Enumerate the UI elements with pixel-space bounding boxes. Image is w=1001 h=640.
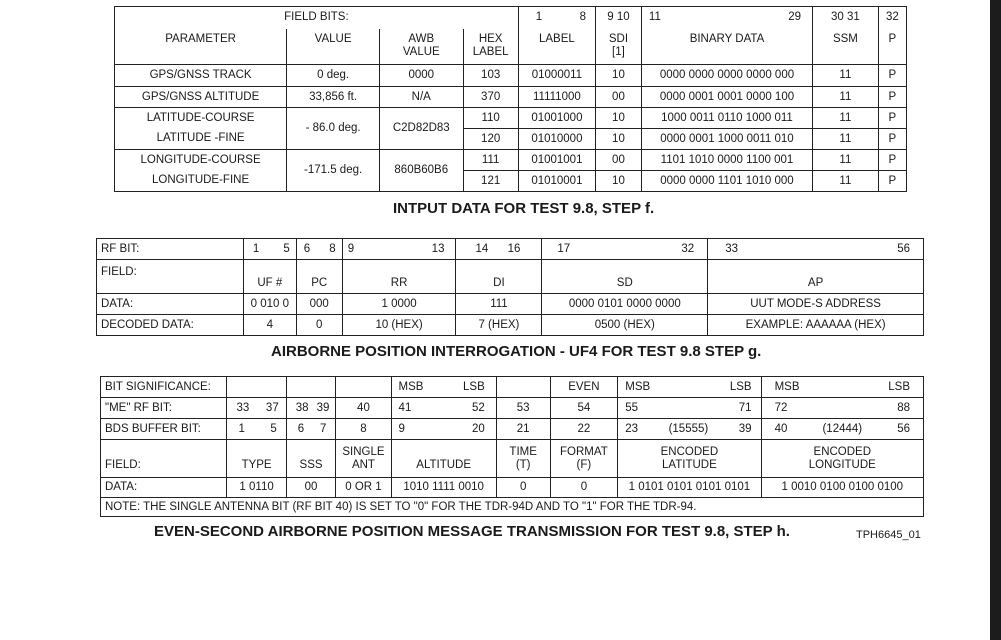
sss-data: 00 — [286, 478, 336, 498]
binary-bit-end: 29 — [788, 11, 802, 24]
longitude-lsb: LSB — [888, 380, 910, 393]
altitude-msb: MSB — [398, 380, 424, 393]
time-data: 0 — [496, 478, 550, 498]
time-field: TIME (T) — [496, 440, 550, 478]
label-bit-end: 8 — [579, 11, 586, 24]
rf-bit-label: RF BIT: — [97, 239, 244, 260]
latitude-rf-end: 71 — [738, 401, 752, 414]
di-field: DI — [456, 260, 542, 294]
di-bit-end: 16 — [507, 242, 521, 255]
label-cell: 11111000 — [518, 87, 595, 108]
sd-bit-end: 32 — [681, 242, 695, 255]
note-row — [101, 498, 924, 517]
uf4-interrogation-table — [96, 238, 924, 336]
sdi-cell: 00 — [596, 87, 642, 108]
decoded-row — [97, 315, 924, 336]
binary-cell: 1101 1010 0000 1100 001 — [641, 150, 812, 171]
right-edge-bar — [990, 0, 1001, 640]
label-cell: 01001001 — [518, 150, 595, 171]
pc-decoded: 0 — [296, 315, 342, 336]
field-label: FIELD: — [101, 440, 227, 478]
input-data-table — [114, 6, 907, 192]
value-cell: -171.5 deg. — [287, 150, 380, 192]
di-data: 111 — [456, 294, 542, 315]
parameter-cell: LONGITUDE-FINE — [115, 171, 287, 192]
label-bit-start: 1 — [535, 11, 543, 24]
ssm-cell: 11 — [813, 108, 879, 129]
field-label: FIELD: — [97, 260, 244, 294]
table-row — [115, 129, 907, 150]
longitude-msb: MSB — [774, 380, 800, 393]
sdi-cell: 10 — [596, 108, 642, 129]
ssm-cell: 11 — [813, 65, 879, 87]
latitude-bds-start: 23 — [625, 422, 639, 435]
me-rf-bit-row — [101, 398, 924, 419]
sdi-cell: 10 — [596, 65, 642, 87]
uf-bit-start: 1 — [252, 242, 260, 255]
table-row — [115, 108, 907, 129]
awb-cell: C2D82D83 — [380, 108, 463, 150]
latitude-bds-count: (15555) — [668, 422, 709, 435]
time-rf-bit: 53 — [496, 398, 550, 419]
p-cell: P — [878, 108, 906, 129]
longitude-bds-start: 40 — [774, 422, 788, 435]
hex-label-header: HEX LABEL — [463, 29, 518, 65]
p-header: P — [878, 29, 906, 65]
format-field: FORMAT (F) — [550, 440, 618, 478]
altitude-rf-end: 52 — [471, 401, 485, 414]
sd-data: 0000 0101 0000 0000 — [542, 294, 708, 315]
ap-field: AP — [708, 260, 924, 294]
uf-decoded: 4 — [243, 315, 296, 336]
table-row — [115, 65, 907, 87]
bit-significance-label: BIT SIGNIFICANCE: — [101, 377, 227, 398]
rf-bit-row — [97, 239, 924, 260]
parameter-cell: LATITUDE-COURSE — [115, 108, 287, 129]
longitude-rf-start: 72 — [774, 401, 788, 414]
awb-cell: 860B60B6 — [380, 150, 463, 192]
latitude-bds-end: 39 — [738, 422, 752, 435]
latitude-lsb: LSB — [729, 380, 752, 393]
parameter-cell: GPS/GNSS ALTITUDE — [115, 87, 287, 108]
binary-cell: 0000 0001 0001 0000 100 — [641, 87, 812, 108]
position-message-caption: EVEN-SECOND AIRBORNE POSITION MESSAGE TRANSMISSION FOR TEST 9.8, STEP h. — [154, 523, 790, 540]
ssm-bits: 30 31 — [813, 7, 879, 29]
position-message-table — [100, 376, 924, 517]
bds-buffer-bit-row — [101, 419, 924, 440]
type-data: 1 0110 — [227, 478, 286, 498]
hex-cell: 120 — [463, 129, 518, 150]
uf4-caption: AIRBORNE POSITION INTERROGATION - UF4 FOR TEST 9.8 STEP g. — [271, 343, 762, 360]
di-bit-start: 14 — [475, 242, 489, 255]
rr-decoded: 10 (HEX) — [342, 315, 456, 336]
uf-field: UF # — [243, 260, 296, 294]
pc-bit-start: 6 — [303, 242, 311, 255]
single-ant-field: SINGLE ANT — [336, 440, 391, 478]
field-bits-label: FIELD BITS: — [115, 7, 519, 29]
field-row — [101, 440, 924, 478]
single-antenna-note: NOTE: THE SINGLE ANTENNA BIT (RF BIT 40) IS SET TO "0" FOR THE TDR-94D AND TO "1" FOR THE TDR-94. — [101, 498, 924, 517]
p-cell: P — [878, 171, 906, 192]
altitude-bds-start: 9 — [398, 422, 405, 435]
binary-bit-start: 11 — [648, 11, 661, 24]
type-bds-end: 5 — [270, 422, 277, 435]
sss-field: SSS — [286, 440, 336, 478]
ap-bit-end: 56 — [897, 242, 910, 255]
awb-value-header: AWB VALUE — [380, 29, 463, 65]
sdi-cell: 10 — [596, 171, 642, 192]
ap-bit-start: 33 — [725, 242, 738, 255]
ap-decoded: EXAMPLE: AAAAAA (HEX) — [708, 315, 924, 336]
hex-cell: 111 — [463, 150, 518, 171]
label-cell: 01010001 — [518, 171, 595, 192]
rr-data: 1 0000 — [342, 294, 456, 315]
ant-rf-bit: 40 — [336, 398, 391, 419]
parameter-header: PARAMETER — [115, 29, 287, 65]
rr-bit-start: 9 — [347, 242, 355, 255]
altitude-bds-end: 20 — [471, 422, 485, 435]
format-even: EVEN — [550, 377, 618, 398]
encoded-longitude-data: 1 0010 0100 0100 0100 — [761, 478, 923, 498]
data-row — [101, 478, 924, 498]
sd-field: SD — [542, 260, 708, 294]
altitude-rf-start: 41 — [398, 401, 412, 414]
field-row — [97, 260, 924, 294]
label-cell: 01001000 — [518, 108, 595, 129]
bds-buffer-bit-label: BDS BUFFER BIT: — [101, 419, 227, 440]
altitude-data: 1010 1111 0010 — [391, 478, 496, 498]
p-cell: P — [878, 150, 906, 171]
sss-bds-end: 7 — [319, 422, 327, 435]
binary-cell: 0000 0000 0000 0000 000 — [641, 65, 812, 87]
type-rf-end: 37 — [265, 401, 279, 414]
input-data-caption: INTPUT DATA FOR TEST 9.8, STEP f. — [393, 200, 655, 217]
hex-cell: 103 — [463, 65, 518, 87]
format-data: 0 — [550, 478, 618, 498]
label-cell: 01000011 — [518, 65, 595, 87]
pc-bit-end: 8 — [329, 242, 336, 255]
type-bds-start: 1 — [238, 422, 245, 435]
parameter-cell: GPS/GNSS TRACK — [115, 65, 287, 87]
label-header: LABEL — [518, 29, 595, 65]
sd-decoded: 0500 (HEX) — [542, 315, 708, 336]
pc-field: PC — [296, 260, 342, 294]
altitude-lsb: LSB — [463, 380, 485, 393]
rr-field: RR — [342, 260, 456, 294]
table-row — [115, 150, 907, 171]
hex-cell: 121 — [463, 171, 518, 192]
field-bits-row — [115, 7, 907, 29]
table-row — [115, 171, 907, 192]
longitude-bds-end: 56 — [897, 422, 910, 435]
label-cell: 01010000 — [518, 129, 595, 150]
di-decoded: 7 (HEX) — [456, 315, 542, 336]
rr-bit-end: 13 — [431, 242, 445, 255]
parameter-cell: LONGITUDE-COURSE — [115, 150, 287, 171]
binary-data-header: BINARY DATA — [641, 29, 812, 65]
latitude-msb: MSB — [625, 380, 651, 393]
altitude-field: ALTITUDE — [391, 440, 496, 478]
encoded-longitude-field: ENCODED LONGITUDE — [761, 440, 923, 478]
time-bds-bit: 21 — [496, 419, 550, 440]
sss-rf-end: 39 — [316, 401, 330, 414]
ssm-cell: 11 — [813, 171, 879, 192]
p-cell: P — [878, 129, 906, 150]
uf-data: 0 010 0 — [243, 294, 296, 315]
value-header: VALUE — [287, 29, 380, 65]
parameter-cell: LATITUDE -FINE — [115, 129, 287, 150]
uf-bit-end: 5 — [283, 242, 290, 255]
data-label: DATA: — [97, 294, 244, 315]
ap-data: UUT MODE-S ADDRESS — [708, 294, 924, 315]
value-cell: 33,856 ft. — [287, 87, 380, 108]
longitude-bds-count: (12444) — [822, 422, 863, 435]
column-header-row — [115, 29, 907, 65]
type-field: TYPE — [227, 440, 286, 478]
me-rf-bit-label: "ME" RF BIT: — [101, 398, 227, 419]
value-cell: 0 deg. — [287, 65, 380, 87]
data-row — [97, 294, 924, 315]
sss-rf-start: 38 — [295, 401, 309, 414]
binary-cell: 1000 0011 0110 1000 011 — [641, 108, 812, 129]
table-row — [115, 87, 907, 108]
sdi-cell: 10 — [596, 129, 642, 150]
bit-significance-row — [101, 377, 924, 398]
sdi-cell: 00 — [596, 150, 642, 171]
encoded-latitude-data: 1 0101 0101 0101 0101 — [618, 478, 761, 498]
ssm-header: SSM — [813, 29, 879, 65]
format-bds-bit: 22 — [550, 419, 618, 440]
binary-cell: 0000 0000 1101 1010 000 — [641, 171, 812, 192]
pc-data: 000 — [296, 294, 342, 315]
awb-cell: 0000 — [380, 65, 463, 87]
ssm-cell: 11 — [813, 87, 879, 108]
hex-cell: 370 — [463, 87, 518, 108]
ssm-cell: 11 — [813, 150, 879, 171]
decoded-label: DECODED DATA: — [97, 315, 244, 336]
p-cell: P — [878, 87, 906, 108]
longitude-rf-end: 88 — [897, 401, 910, 414]
binary-cell: 0000 0001 1000 0011 010 — [641, 129, 812, 150]
ssm-cell: 11 — [813, 129, 879, 150]
encoded-latitude-field: ENCODED LATITUDE — [618, 440, 761, 478]
single-ant-data: 0 OR 1 — [336, 478, 391, 498]
latitude-rf-start: 55 — [625, 401, 639, 414]
data-label: DATA: — [101, 478, 227, 498]
p-bit: 32 — [878, 7, 906, 29]
value-cell: - 86.0 deg. — [287, 108, 380, 150]
ant-bds-bit: 8 — [336, 419, 391, 440]
sdi-header: SDI [1] — [596, 29, 642, 65]
format-rf-bit: 54 — [550, 398, 618, 419]
hex-cell: 110 — [463, 108, 518, 129]
type-rf-start: 33 — [236, 401, 250, 414]
sd-bit-start: 17 — [557, 242, 571, 255]
figure-reference: TPH6645_01 — [856, 529, 921, 541]
p-cell: P — [878, 65, 906, 87]
sss-bds-start: 6 — [297, 422, 305, 435]
awb-cell: N/A — [380, 87, 463, 108]
sdi-bits: 9 10 — [596, 7, 642, 29]
